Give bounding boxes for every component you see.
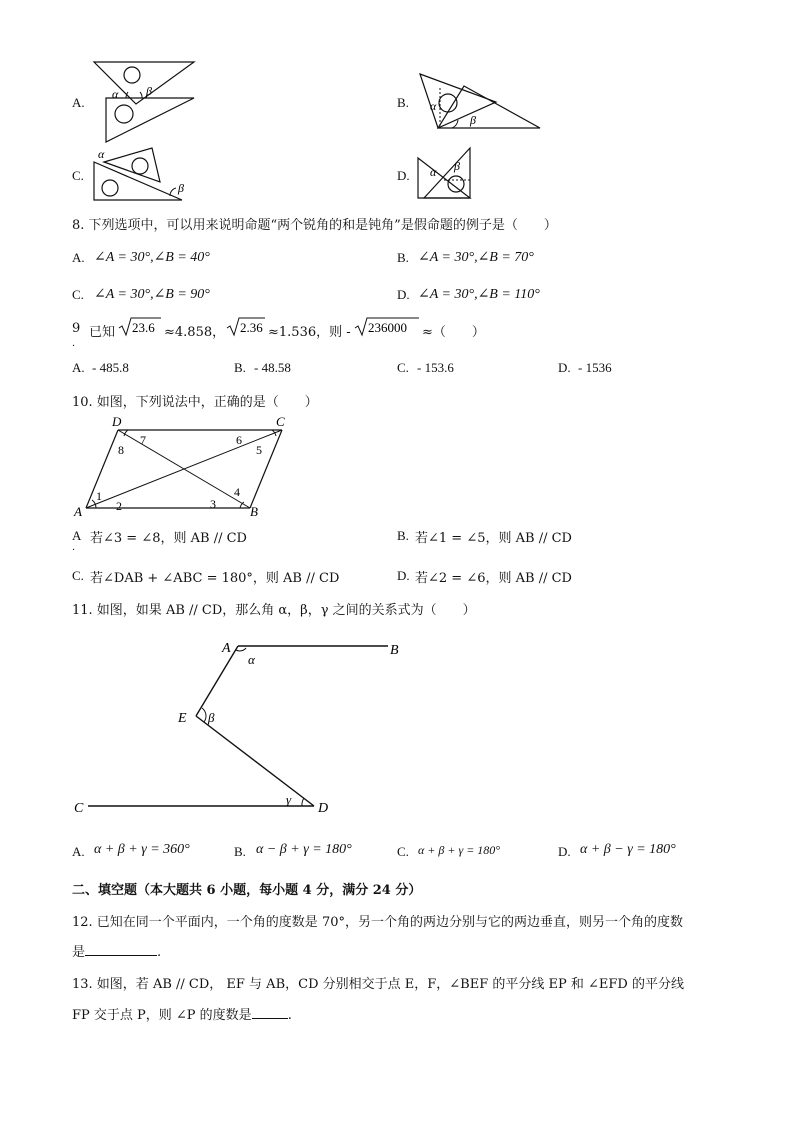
beta-label: β	[146, 84, 152, 98]
q10-option-b: 若∠1 = ∠5，则 AB // CD	[415, 531, 572, 546]
gamma-label: γ	[286, 792, 292, 807]
q10-option-d-letter: D.	[397, 568, 410, 583]
q8-option-c-letter: C.	[72, 287, 84, 302]
q11-option-c: α + β + γ = 180°	[418, 843, 501, 857]
q11-point-d: D	[318, 801, 329, 816]
q10-option-c-letter: C.	[72, 568, 84, 583]
alpha-label: α	[430, 99, 437, 113]
q8-option-b-letter: B.	[397, 250, 409, 265]
q9-radicand-2: 2.36	[240, 320, 263, 335]
q10-vertex-b: B	[250, 504, 258, 519]
q7-option-d-figure	[414, 146, 480, 202]
q9-radicand-1: 23.6	[132, 320, 155, 335]
q10-option-a: 若∠3 = ∠8，则 AB // CD	[90, 531, 247, 546]
q9-value-2: ≈1.536，则 -	[268, 325, 351, 340]
q10-option-c: 若∠DAB + ∠ABC = 180°，则 AB // CD	[90, 571, 340, 586]
q10-vertex-a: A	[74, 504, 82, 519]
q8-option-d: ∠A = 30°,∠B = 110°	[418, 287, 540, 302]
q13-answer-blank[interactable]	[252, 1006, 288, 1019]
q11-option-a: α + β + γ = 360°	[94, 842, 190, 857]
q11-option-d: α + β − γ = 180°	[580, 842, 676, 857]
q10-angle-2: 2	[116, 499, 122, 513]
q10-angle-8: 8	[118, 443, 124, 457]
beta-label: β	[178, 181, 184, 195]
q10-angle-7: 7	[140, 433, 146, 447]
beta-label: β	[208, 710, 215, 725]
q8-option-c: ∠A = 30°,∠B = 90°	[94, 287, 210, 302]
q11-point-b: B	[390, 643, 399, 658]
q10-parallelogram-figure	[70, 412, 296, 520]
q8-option-a: ∠A = 30°,∠B = 40°	[94, 250, 210, 265]
q10-angle-3: 3	[210, 497, 216, 511]
q10-angle-1: 1	[96, 489, 102, 503]
q10-angle-6: 6	[236, 433, 242, 447]
q9-radical-3	[354, 316, 420, 338]
q9-radical-2	[226, 316, 266, 338]
alpha-label: α	[112, 87, 119, 101]
beta-label: β	[454, 159, 460, 173]
beta-label: β	[470, 113, 476, 127]
q11-option-d-letter: D.	[558, 844, 571, 859]
q12-line2	[72, 941, 161, 960]
q8-option-a-letter: A.	[72, 250, 85, 265]
q7-option-c-figure	[90, 144, 196, 204]
q11-option-b: α − β + γ = 180°	[256, 842, 352, 857]
q12-line1: 12. 已知在同一个平面内，一个角的度数是 70°，另一个角的两边分别与它的两边垂直，则另一个角的度数	[72, 915, 683, 930]
q13-line2	[72, 1004, 292, 1023]
q10-angle-4: 4	[234, 485, 240, 499]
q13-line2-suffix: .	[287, 1008, 292, 1023]
q9-option-c: - 153.6	[417, 360, 454, 375]
q9-option-d: - 1536	[578, 360, 612, 375]
alpha-label: α	[430, 165, 437, 179]
q9-radicand-3: 236000	[368, 320, 407, 335]
q10-vertex-d: D	[112, 414, 122, 429]
q10-option-d: 若∠2 = ∠6，则 AB // CD	[415, 571, 572, 586]
q13-line2-prefix: FP 交于点 P，则 ∠P 的度数是	[72, 1008, 252, 1023]
alpha-label: α	[98, 147, 105, 161]
q11-option-a-letter: A.	[72, 844, 85, 859]
q11-stem: 11. 如图，如果 AB // CD，那么角 α，β，γ 之间的关系式为（ ）	[72, 603, 476, 618]
q7-option-c-letter: C.	[72, 168, 84, 183]
q8-stem: 8. 下列选项中，可以用来说明命题“两个锐角的和是钝角”是假命题的例子是（ ）	[72, 218, 557, 233]
section-heading: 二、填空题（本大题共 6 小题，每小题 4 分，满分 24 分）	[72, 883, 422, 898]
q11-point-e: E	[178, 711, 187, 726]
q10-angle-5: 5	[256, 443, 262, 457]
q9-tail: ≈（ ）	[422, 325, 485, 340]
q11-point-a: A	[222, 641, 231, 656]
q8-option-d-letter: D.	[397, 287, 410, 302]
q7-option-d-letter: D.	[397, 168, 410, 183]
q7-option-a-letter: A.	[72, 95, 85, 110]
q9-option-d-letter: D.	[558, 360, 571, 375]
q11-option-b-letter: B.	[234, 844, 246, 859]
q11-option-c-letter: C.	[397, 844, 409, 859]
q10-option-a-letter: A	[72, 528, 82, 543]
q9-option-c-letter: C.	[397, 360, 409, 375]
q10-stem: 10. 如图，下列说法中，正确的是（ ）	[72, 395, 318, 410]
q7-option-b-letter: B.	[397, 95, 409, 110]
q13-line1: 13. 如图，若 AB // CD， EF 与 AB，CD 分别相交于点 E，F，∠BEF 的平分线 EP 和 ∠EFD 的平分线	[72, 977, 684, 992]
q9-number: 9	[72, 321, 81, 336]
q10-option-b-letter: B.	[397, 528, 409, 543]
q11-figure	[70, 632, 410, 824]
q7-option-b-figure	[414, 70, 546, 136]
q9-option-a-letter: A.	[72, 360, 85, 375]
q9-option-a: - 485.8	[92, 360, 129, 375]
q12-line2-suffix: .	[157, 945, 162, 960]
q10-vertex-c: C	[276, 414, 285, 429]
q9-option-b-letter: B.	[234, 360, 246, 375]
q8-option-b: ∠A = 30°,∠B = 70°	[418, 250, 534, 265]
q9-radical-1	[118, 316, 162, 338]
q9-dot: ．	[72, 338, 82, 349]
q10-option-a-dot: ．	[72, 542, 82, 553]
q7-option-a-figure	[90, 58, 202, 146]
alpha-label: α	[248, 652, 255, 667]
q12-line2-prefix: 是	[72, 945, 86, 960]
q12-answer-blank[interactable]	[85, 943, 157, 956]
q11-point-c: C	[74, 801, 84, 816]
q9-value-1: ≈4.858，	[164, 325, 226, 340]
q9-prefix: 已知	[89, 325, 116, 340]
q9-option-b: - 48.58	[254, 360, 291, 375]
